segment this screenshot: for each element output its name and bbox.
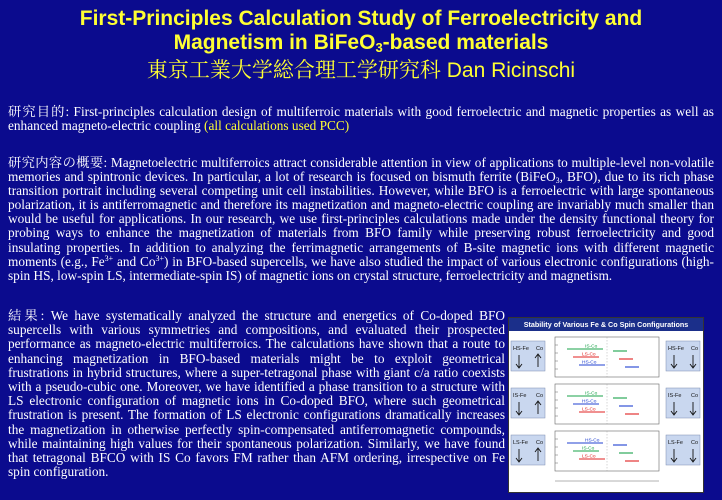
purpose-text: First-principles calculation design of multiferroic materials with good ferroelectric and magnetic properties as well as enhanced magneto-electric coupling [8, 104, 714, 134]
title-line-2-sub: 3 [375, 40, 383, 55]
overview-text-b: , BFO), due to its rich phase transition portrait including several competing unit cell instabilities. However, while BFO is a ferroelectric with large spontaneous polarization, it is antiferromagnetic and therefore its magnetization and magneto-electric coupling are invariably much smaller than would be useful for applications. In our research, we use first-principles calculations made under the density functional theory for probing ways to enhance the magnetization of materials from BFO family while preserving robust ferroelectricity and good insulating properties. In addition to analyzing the ferrimagnetic arrangements of B-site magnetic ions with different magnetic moments (e.g., Fe [8, 169, 714, 269]
slide-title [0, 7, 722, 60]
co-spin-label: Co [536, 393, 544, 399]
purpose-label: 研究目的: [8, 104, 70, 119]
overview-paragraph [8, 156, 714, 283]
figure-title: Stability of Various Fe & Co Spin Configurations [509, 318, 703, 331]
series-label: IS-Co [585, 344, 598, 350]
fe-spin-label: IS-Fe [513, 393, 527, 399]
fe-spin-label: LS-Fe [668, 440, 683, 446]
spin-configuration-figure [508, 317, 704, 493]
results-text: We have systematically analyzed the structure and energetics of Co-doped BFO supercells with various symmetries and compositions, and evaluated their prospected performance as magneto-electric multiferroics. The calculations have shown that a route to enhancing magnetization in BFO-based materials might be to exploit geometrical frustrations in hybrid structures, where a super-tetragonal phase with giant c/a ratio coexists with a pseudo-cubic one. Moreover, we have identified a phase transition to a structure with LS electronic configuration of magnetic ions in Co-doped BFO, where such geometrical frustration is present. The formation of LS electronic configurations dramatically increases the magnetization in otherwise perfectly spin-compensated antiferromagnetic compounds, while maintaining high values for their spontaneous polarization. Similarly, we have found that tetragonal BFCO with IS Co favors FM rather than AFM ordering, irrespective on Fe spin configuration. [8, 308, 505, 480]
co-spin-label: Co [691, 346, 699, 352]
title-line-2 [0, 31, 722, 60]
purpose-highlight: (all calculations used PCC) [204, 118, 350, 134]
series-label: LS-Co [582, 454, 596, 460]
series-label: HS-Co [582, 399, 597, 405]
overview-text-d: ) in BFO-based supercells, we have also studied the impact of various electronic configurations (high-spin HS, low-spin LS, intermediate-spin IS) of magnetic ions on crystal structure, ferroelectricity and magnetism. [8, 253, 714, 283]
co-spin-label: Co [536, 346, 544, 352]
overview-sup-co: 3+ [155, 253, 164, 263]
fe-spin-label: HS-Fe [513, 346, 529, 352]
title-line-1: First-Principles Calculation Study of Ferroelectricity and [79, 7, 643, 30]
figure-graphic [509, 331, 703, 492]
fe-spin-label: HS-Fe [668, 346, 684, 352]
co-spin-label: Co [536, 440, 544, 446]
overview-sup-fe: 3+ [104, 253, 114, 263]
co-spin-label: Co [691, 393, 699, 399]
series-label: LS-Co [582, 352, 596, 358]
title-line-2-post: -based materials [382, 31, 549, 54]
co-spin-label: Co [691, 440, 699, 446]
series-label: IS-Co [585, 391, 598, 397]
series-label: HS-Co [585, 438, 600, 444]
results-label: 結果: [8, 308, 45, 323]
overview-text-c: and Co [113, 253, 156, 269]
fe-spin-label: LS-Fe [513, 440, 528, 446]
overview-text-a: Magnetoelectric multiferroics attract considerable attention in view of applications to multiple-level non-volatile memories and spintronic devices. In particular, a lot of research is focused on bismuth ferrite (BiFeO [8, 155, 714, 185]
series-label: IS-Co [582, 446, 595, 452]
series-label: HS-Co [582, 360, 597, 366]
title-line-2-pre: Magnetism in BiFeO [173, 31, 376, 54]
series-label: LS-Co [582, 407, 596, 413]
author-line: 東京工業大学総合理工学研究科 Dan Ricinschi [146, 59, 576, 82]
overview-sub-3: 3 [555, 176, 560, 186]
purpose-paragraph [8, 105, 714, 133]
results-paragraph [8, 309, 505, 479]
fe-spin-label: IS-Fe [668, 393, 682, 399]
overview-label: 研究内容の概要: [8, 155, 108, 170]
